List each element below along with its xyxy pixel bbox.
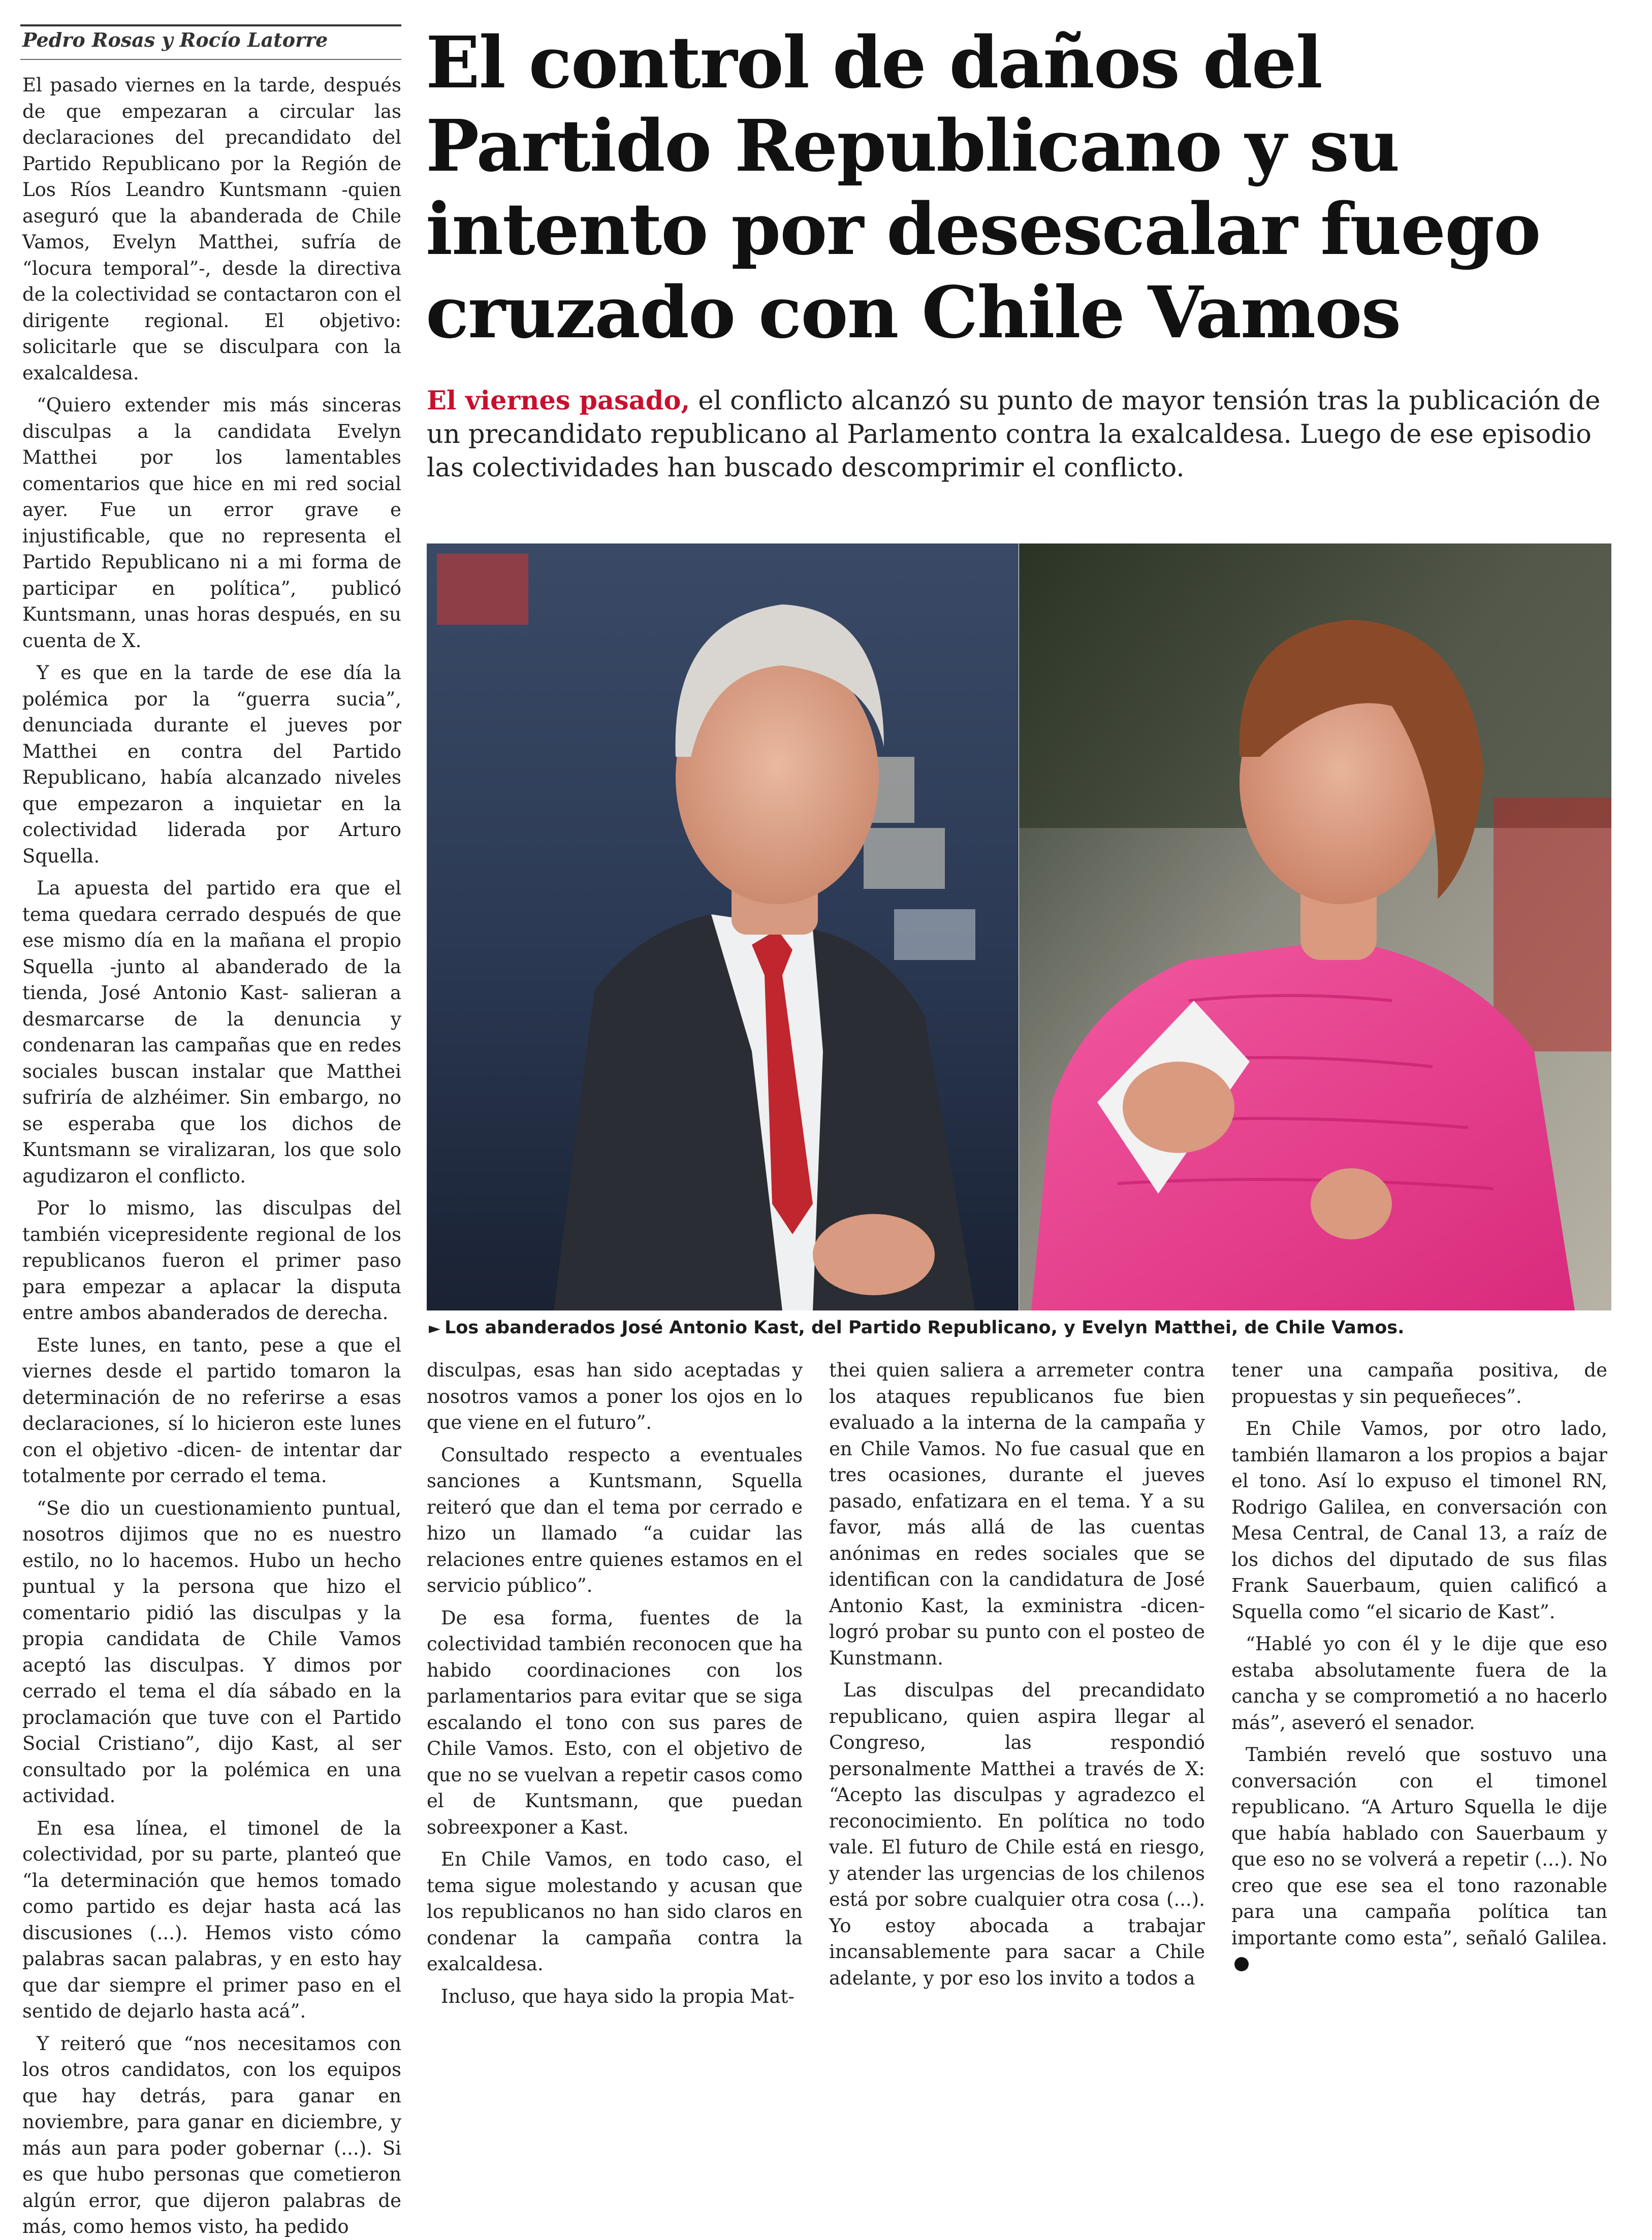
paragraph: Y es que en la tarde de ese día la polémica por la “guerra sucia”, denunciada durante el jueves por Matthei en contra del Partido Republicano, había alcanzado niveles que empezaron a inquietar en la colectividad liderada por Arturo Squella. — [22, 662, 401, 867]
paragraph: En esa línea, el timonel de la colectividad, por su parte, planteó que “la determinación que hemos tomado como partido es dejar hasta acá las discusiones (...). Hemos visto cómo palabras sacan palabras, y en esto hay que dar siempre el primer paso en el sentido de dejarlo hasta acá”. — [22, 1817, 401, 2022]
paragraph: “Se dio un cuestionamiento puntual, nosotros dijimos que no es nuestro estilo, no lo hacemos. Hubo un hecho puntual y la persona que hizo el comentario pidió las disculpas y la propia candidata de Chile Vamos aceptó las disculpas. Y dimos por cerrado el tema el día sábado en la proclamación que tuve con el Partido Social Cristiano”, dijo Kast, al ser consultado por la polémica en una actividad. — [22, 1497, 401, 1807]
caption-arrow-icon: ► — [429, 1320, 441, 1337]
paragraph: “Quiero extender mis más sinceras disculpas a la candidata Evelyn Matthei por los lamentables comentarios que hice en mi red social ayer. Fue un error grave e injustificable, que no representa el Partido Republicano ni a mi forma de participar en política”, publicó Kuntsmann, unas horas después, en su cuenta de X. — [22, 394, 401, 652]
photo-illustration — [427, 543, 1611, 1310]
paragraph: thei quien saliera a arremeter contra los ataques republicanos fue bien evaluado a la interna de la campaña y en Chile Vamos. No fue casual que en tres ocasiones, durante el jueves pasado, enfatizara en el tema. Y a su favor, más allá de las cuentas anónimas en redes sociales que se identifican con la candidatura de José Antonio Kast, la exministra -dicen- logró probar su punto con el posteo de Kunstmann. — [829, 1359, 1205, 1669]
paragraph: Las disculpas del precandidato republicano, quien aspira llegar al Congreso, las respondió personalmente Matthei a través de X: “Acepto las disculpas y agradezco el reconocimiento. En política no todo vale. El futuro de Chile está en riesgo, y atender las urgencias de los chilenos está por sobre cualquier otra cosa (...). Yo estoy abocada a trabajar incansablemente para sacar a Chile adelante, y por eso los invito a todos a — [829, 1679, 1205, 1989]
paragraph: En Chile Vamos, en todo caso, el tema sigue molestando y acusan que los republicanos no han sido claros en condenar la campaña contra la exalcaldesa. — [427, 1848, 803, 1975]
byline-rule — [20, 59, 401, 60]
photo-caption — [429, 1317, 1612, 1340]
article-column-3 — [829, 1357, 1205, 1989]
byline: Pedro Rosas y Rocío Latorre — [22, 28, 328, 51]
paragraph: El pasado viernes en la tarde, después de que empezaran a circular las declaraciones del precandidato del Partido Republicano por la Región de Los Ríos Leandro Kuntsmann -quien aseguró que la abanderada de Chile Vamos, Evelyn Matthei, sufría de “locura temporal”-, desde la directiva de la colectividad se contactaron con el dirigente regional. El objetivo: solicitarle que se disculpara con la exalcaldesa. — [22, 74, 401, 384]
article-column-2 — [427, 1357, 803, 2007]
paragraph: Y reiteró que “nos necesitamos con los otros candidatos, con los equipos que hay detrás, para ganar en noviembre, para ganar en diciembre, y más aun para poder gobernar (...). Si es que hubo personas que cometieron algún error, que dijeron palabras de más, como hemos visto, ha pedido — [22, 2032, 401, 2237]
photo — [427, 543, 1611, 1310]
byline-rule — [20, 24, 401, 26]
article-column-4 — [1231, 1357, 1607, 1949]
end-of-article-icon — [1234, 1957, 1249, 1971]
article-column-left — [22, 72, 401, 2237]
paragraph-text: También reveló que sostuvo una conversación con el timonel republicano. “A Arturo Squella le dije que había hablado con Sauerbaum y que eso no se volverá a repetir (...). No creo que ese sea el tono razonable para una campaña política tan importante como esta”, señaló Galilea. — [1231, 1744, 1607, 1949]
paragraph: La apuesta del partido era que el tema quedara cerrado después de que ese mismo día en la mañana el propio Squella -junto al abanderado de la tienda, José Antonio Kast- salieran a desmarcarse de la denuncia y condenaran las campañas que en redes sociales buscan instalar que Matthei sufriría de alzhéimer. Sin embargo, no se esperaba que los dichos de Kuntsmann se viralizaran, los que solo agudizaron el conflicto. — [22, 877, 401, 1187]
paragraph: Por lo mismo, las disculpas del también vicepresidente regional de los republicanos fueron el primer paso para empezar a aplacar la disputa entre ambos abanderados de derecha. — [22, 1197, 401, 1324]
paragraph: disculpas, esas han sido aceptadas y nosotros vamos a poner los ojos en lo que viene en el futuro”. — [427, 1359, 803, 1433]
deck-text: el conflicto alcanzó su punto de mayor tensión tras la publicación de un precandidato republicano al Parlamento contra la exalcaldesa. Luego de ese episodio las colectividades han buscado descomprimir el conflicto. — [427, 386, 1601, 483]
paragraph: “Hablé yo con él y le dije que eso estaba absolutamente fuera de la cancha y se comprometió a no hacerlo más”, aseveró el senador. — [1231, 1633, 1607, 1734]
paragraph: En Chile Vamos, por otro lado, también llamaron a los propios a bajar el tono. Así lo expuso el timonel RN, Rodrigo Galilea, en conversación con Mesa Central, de Canal 13, a raíz de los dichos del diputado de sus filas Frank Sauerbaum, quien calificó a Squella como “el sicario de Kast”. — [1231, 1418, 1607, 1623]
paragraph: Incluso, que haya sido la propia Mat- — [441, 1985, 795, 2007]
paragraph: tener una campaña positiva, de propuestas y sin pequeñeces”. — [1231, 1359, 1607, 1407]
headline: El control de daños del Partido Republicano y su intento por desescalar fuego cruzado con Chile Vamos — [426, 21, 1540, 355]
paragraph: Este lunes, en tanto, pese a que el viernes desde el partido tomaron la determinación de no referirse a esas declaraciones, sí lo hicieron este lunes con el objetivo -dicen- de intentar dar totalmente por cerrado el tema. — [22, 1334, 401, 1487]
caption-text: Los abanderados José Antonio Kast, del Partido Republicano, y Evelyn Matthei, de Chile Vamos. — [444, 1318, 1405, 1338]
photo-left — [427, 543, 1019, 1310]
paragraph: De esa forma, fuentes de la colectividad también reconocen que ha habido coordinaciones con los parlamentarios para evitar que se siga escalando el tono con sus pares de Chile Vamos. Esto, con el objetivo de que no se vuelvan a repetir casos como el de Kuntsmann, que puedan sobreexponer a Kast. — [427, 1607, 803, 1838]
deck — [427, 384, 1636, 485]
photo-right — [1019, 543, 1611, 1310]
paragraph: Consultado respecto a eventuales sanciones a Kuntsmann, Squella reiteró que dan el tema por cerrado e hizo un llamado “a cuidar las relaciones entre quienes estamos en el servicio público”. — [427, 1444, 803, 1596]
deck-kicker: El viernes pasado, — [427, 386, 690, 416]
paragraph — [1231, 1742, 1607, 1977]
